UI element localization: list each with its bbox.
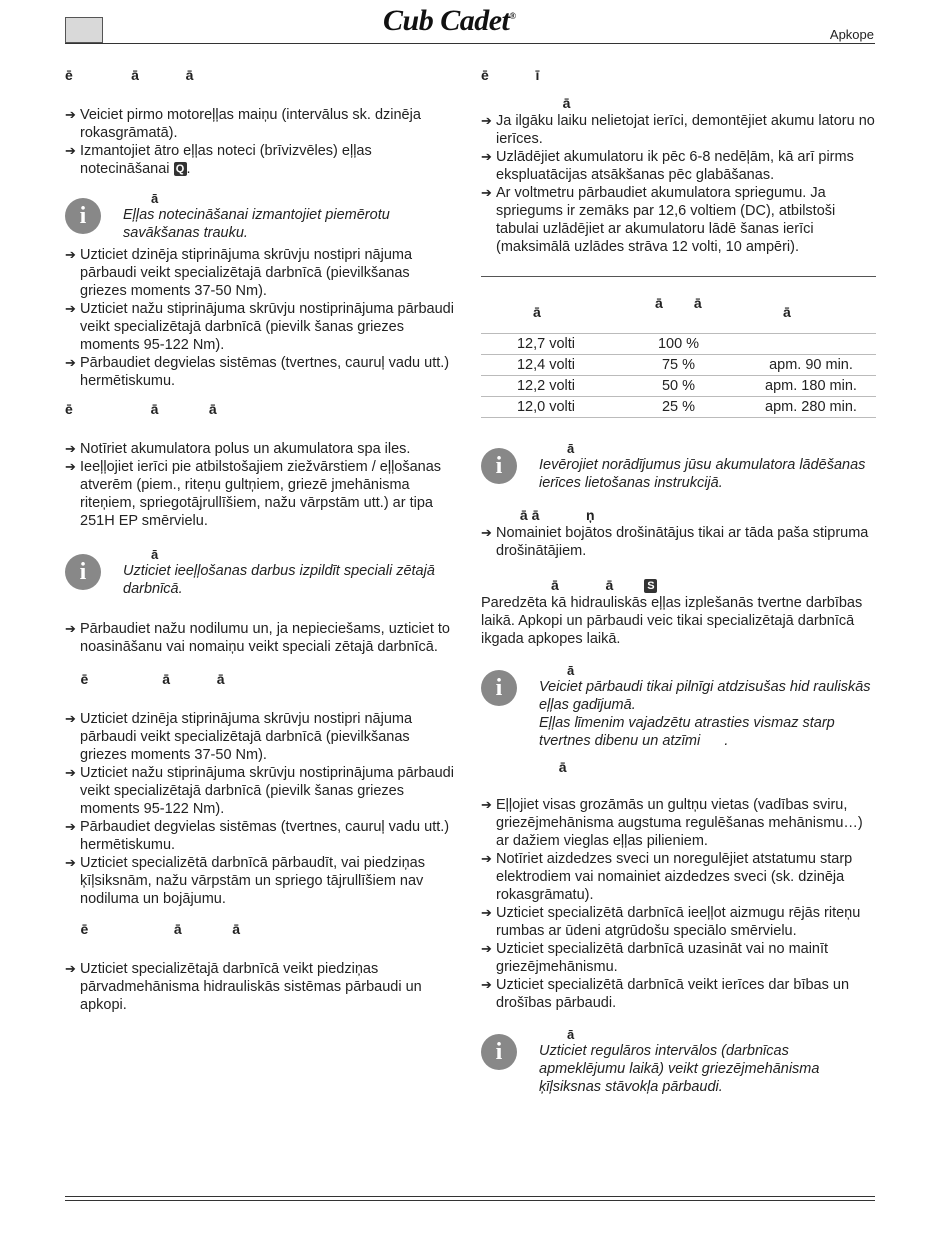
- note-body: Uzticiet regulāros intervālos (darbnīcas apmeklējumu laikā) veikt griezējmehānisma ķīļsiksnas stāvokļa pārbaudi.: [539, 1043, 820, 1095]
- arrow-right-icon: ➔: [65, 441, 76, 456]
- list-item: ➔ Pārbaudiet nažu nodilumu un, ja nepieciešams, uzticiet to noasināšanu vai nomaiņu veikt speciali zētajā darbnīcā.: [65, 621, 450, 655]
- heading-fuses: ā ā ņ: [481, 507, 595, 523]
- arrow-right-icon: ➔: [65, 107, 76, 122]
- cub-cadet-logo: Cub Cadet®: [383, 4, 516, 37]
- list-hydraulics: [65, 960, 460, 1014]
- list-item: ➔ Uzticiet nažu stiprinājuma skrūvju nostiprinājuma pārbaudi veikt specializētajā darbnīcā (pievilk šanas griezes moments 95-122 Nm).: [65, 301, 454, 353]
- arrow-right-icon: ➔: [65, 621, 76, 636]
- footer-rule: [65, 1196, 875, 1197]
- arrow-right-icon: ➔: [481, 905, 492, 920]
- list-item: ➔ Veiciet pirmo motoreļļas maiņu (intervālus sk. dzinēja rokasgrāmatā).: [65, 107, 421, 141]
- list-item: ➔ Uzticiet nažu stiprinājuma skrūvju nostiprinājuma pārbaudi veikt specializētajā darbnīcā (pievilk šanas griezes moments 95-122 Nm).: [65, 765, 454, 817]
- arrow-right-icon: ➔: [65, 301, 76, 316]
- right-column: [481, 60, 876, 1100]
- arrow-right-icon: ➔: [65, 961, 76, 976]
- heading-maintenance-general: ā: [481, 759, 567, 775]
- list-item: ➔ Notīriet aizdedzes sveci un noregulējiet atstatumu starp elektrodiem vai nomainiet aizdedzes sveci (sk. dzinēja rokasgrāmatu).: [481, 851, 853, 903]
- table-header-charge: ā ā: [655, 295, 702, 311]
- table-row: 12,7 volti 100 %: [481, 334, 876, 355]
- list-checks-1: [65, 246, 460, 390]
- info-icon: i: [481, 1034, 517, 1070]
- arrow-right-icon: ➔: [65, 711, 76, 726]
- note-hydraulic-oil: [481, 662, 876, 750]
- list-item: ➔ Notīriet akumulatora polus un akumulatora spa iles.: [65, 441, 411, 457]
- table-row: 12,0 volti 25 % apm. 280 min.: [481, 397, 876, 418]
- list-item: ➔ Ar voltmetru pārbaudiet akumulatora spriegumu. Ja spriegums ir zemāks par 12,6 voltiem (DC), atbilstoši tabulai uzlādējiet ar akumulatoru lādē šanas ierīci (maksimālā uzlādes strāva 12 volti, 10 ampēri).: [481, 185, 836, 255]
- note-oil-container: [65, 190, 460, 242]
- heading-maintenance-2: ē ā ā: [65, 401, 217, 417]
- note-title: ā: [567, 663, 575, 678]
- s-label-icon: S: [644, 579, 657, 593]
- list-item: ➔ Ieeļļojiet ierīci pie atbilstošajiem ziežvārstiem / eļļošanas atverēm (piem., riteņu gultņiem, griezē jmehānisma riteņiem, spriegotājrullīšiem, nažu vārpstām utt.) ar tipa 251H EP smērvielu.: [65, 459, 442, 529]
- list-item: ➔ Uzticiet dzinēja stiprinājuma skrūvju nostipri nājuma pārbaudi veikt specializētajā darbnīcā (pievilkšanas griezes moments 37-50 Nm).: [65, 247, 413, 299]
- heading-first-maintenance: ē ā ā: [65, 67, 194, 83]
- arrow-right-icon: ➔: [65, 855, 76, 870]
- heading-expansion-tank: ā ā S: [481, 576, 876, 594]
- list-battery-lube: [65, 440, 460, 530]
- list-oil-change: [65, 106, 460, 178]
- list-blades: [65, 620, 460, 656]
- header-rule: [65, 43, 875, 44]
- footer-rule-2: [65, 1200, 875, 1201]
- battery-charge-table: [481, 333, 876, 418]
- note-title: ā: [151, 191, 159, 206]
- list-item: ➔ Uzticiet specializētā darbnīcā veikt ierīces dar bības un drošības pārbaudi.: [481, 977, 850, 1011]
- list-item: ➔ Uzticiet specializētā darbnīcā ieeļļot aizmugu rējās riteņu rumbas ar ūdeni atgrūdošu speciālo smērvielu.: [481, 905, 861, 939]
- table-row: 12,4 volti 75 % apm. 90 min.: [481, 355, 876, 376]
- list-general-maintenance: [481, 796, 876, 1012]
- page-number-box: [65, 17, 103, 43]
- info-icon: i: [481, 670, 517, 706]
- list-checks-2: [65, 710, 460, 908]
- arrow-right-icon: ➔: [65, 247, 76, 262]
- info-icon: i: [65, 554, 101, 590]
- note-charger: [481, 440, 876, 492]
- list-battery: [481, 112, 876, 256]
- list-item: ➔ Uzticiet specializētā darbnīcā uzasināt vai no mainīt griezējmehānismu.: [481, 941, 829, 975]
- arrow-right-icon: ➔: [65, 765, 76, 780]
- list-item: ➔ Nomainiet bojātos drošinātājus tikai ar tāda paša stipruma drošinātājiem.: [481, 525, 869, 559]
- arrow-right-icon: ➔: [65, 355, 76, 370]
- arrow-right-icon: ➔: [481, 185, 492, 200]
- list-item: ➔ Pārbaudiet degvielas sistēmas (tvertnes, cauruļ vadu utt.) hermētiskumu.: [65, 355, 450, 389]
- arrow-right-icon: ➔: [481, 851, 492, 866]
- note-body-2: Eļļas līmenim vajadzētu atrasties vismaz starp tvertnes dibenu un atzīmi .: [539, 715, 839, 749]
- heading-maintenance-3: ē ā ā: [65, 671, 225, 687]
- paragraph-expansion-tank: Paredzēta kā hidrauliskās eļļas izplešanās tvertne darbības laikā. Apkopi un pārbaudi veic tikai specializētajā darbnīcā ikgada apkopes laikā.: [481, 595, 863, 647]
- q-label-icon: Q: [174, 162, 187, 176]
- note-lubrication: [65, 546, 460, 598]
- arrow-right-icon: ➔: [481, 941, 492, 956]
- list-item: ➔ Ja ilgāku laiku nelietojat ierīci, demontējiet akumu latoru no ierīces.: [481, 113, 875, 147]
- table-row: 12,2 volti 50 % apm. 180 min.: [481, 376, 876, 397]
- arrow-right-icon: ➔: [481, 797, 492, 812]
- table-header: [481, 277, 876, 329]
- heading-maintenance-4: ē ā ā: [65, 921, 241, 937]
- heading-storage: ē ī: [481, 67, 540, 83]
- note-title: ā: [567, 1027, 575, 1042]
- list-item: ➔ Izmantojiet ātro eļļas noteci (brīvizvēles) eļļas notecināšanai Q .: [65, 143, 372, 177]
- arrow-right-icon: ➔: [481, 525, 492, 540]
- note-body: Eļļas notecināšanai izmantojiet piemērotu savākšanas trauku.: [123, 207, 390, 241]
- left-column: [65, 60, 460, 1014]
- note-title: ā: [151, 547, 159, 562]
- note-body: Veiciet pārbaudi tikai pilnīgi atdzisušas hid rauliskās eļļas gadījumā.: [539, 679, 871, 713]
- list-item: ➔ Eļļojiet visas grozāmās un gultņu vietas (vadības sviru, griezējmehānisma augstuma regulēšanas mehānismu…) ar dažiem vieglas eļļas pilieniem.: [481, 797, 863, 849]
- note-body: Uzticiet ieeļļošanas darbus izpildīt speciali zētajā darbnīcā.: [123, 563, 435, 597]
- arrow-right-icon: ➔: [65, 143, 76, 158]
- list-item: ➔ Uzticiet specializētajā darbnīcā veikt piedziņas pārvadmehānisma hidrauliskās sistēmas pārbaudi un apkopi.: [65, 961, 422, 1013]
- note-body: Ievērojiet norādījumus jūsu akumulatora lādēšanas ierīces lietošanas instrukcijā.: [539, 457, 866, 491]
- heading-battery: ā: [481, 95, 571, 111]
- arrow-right-icon: ➔: [65, 819, 76, 834]
- list-item: ➔ Uzticiet dzinēja stiprinājuma skrūvju nostipri nājuma pārbaudi veikt specializētajā darbnīcā (pievilkšanas griezes moments 37-50 Nm).: [65, 711, 413, 763]
- section-title: Apkope: [829, 27, 874, 42]
- arrow-right-icon: ➔: [481, 977, 492, 992]
- list-item: ➔ Uzticiet specializētā darbnīcā pārbaudīt, vai piedziņas ķīļsiksnām, nažu vārpstām un spriego tājrullīšiem nav nodiluma un bojājumu.: [65, 855, 425, 907]
- arrow-right-icon: ➔: [481, 149, 492, 164]
- table-header-time: ā: [783, 304, 791, 320]
- info-icon: i: [65, 198, 101, 234]
- spacer: [65, 602, 460, 620]
- note-title: ā: [567, 441, 575, 456]
- list-fuses: [481, 524, 876, 560]
- info-icon: i: [481, 448, 517, 484]
- arrow-right-icon: ➔: [481, 113, 492, 128]
- table-header-voltage: ā: [533, 304, 541, 320]
- arrow-right-icon: ➔: [65, 459, 76, 474]
- list-item: ➔ Pārbaudiet degvielas sistēmas (tvertnes, cauruļ vadu utt.) hermētiskumu.: [65, 819, 450, 853]
- note-belt-check: [481, 1026, 876, 1096]
- list-item: ➔ Uzlādējiet akumulatoru ik pēc 6-8 nedēļām, kā arī pirms ekspluatācijas atsākšanas pēc glabāšanas.: [481, 149, 854, 183]
